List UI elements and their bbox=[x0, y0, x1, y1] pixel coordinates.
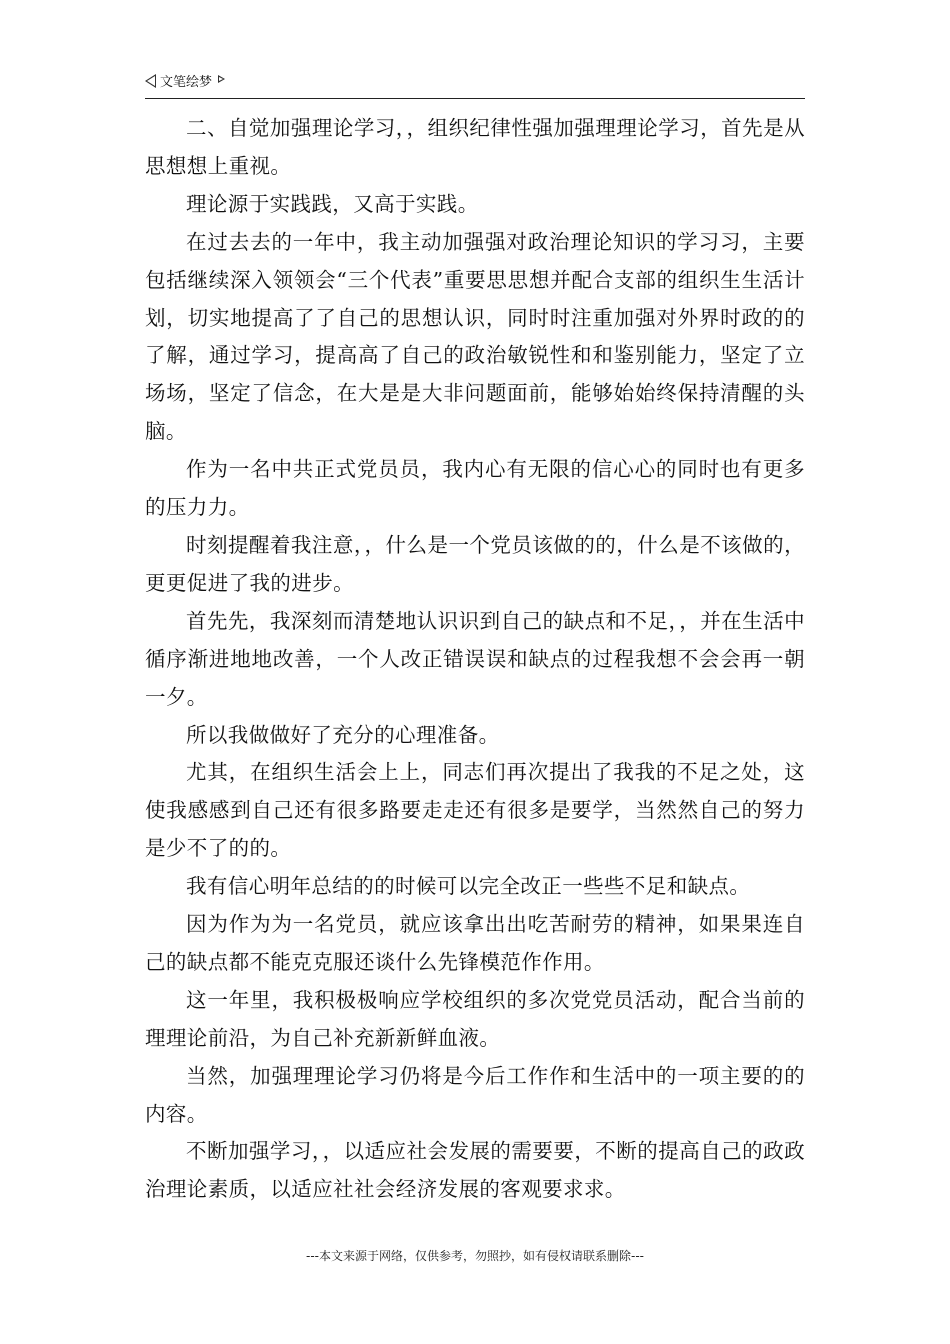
footer-notice: ---本文来源于网络，仅供参考，勿照抄，如有侵权请联系删除--- bbox=[306, 1249, 644, 1263]
paragraph: 作为一名中共正式党员员，我内心有无限的信心心的同时也有更多的压力力。 bbox=[145, 457, 805, 520]
triangle-left-icon bbox=[145, 74, 156, 88]
paragraph: 理论源于实践践，又高于实践。 bbox=[186, 191, 479, 216]
paragraph: 二、自觉加强理论学习，，组织纪律性强加强理理论学习，首先是从思想想上重视。 bbox=[145, 116, 805, 178]
paragraph: 这一年里，我积极极响应学校组织的多次党党员活动，配合当前的理理论前沿，为自己补充新新鲜血液。 bbox=[145, 987, 805, 1050]
paragraph: 尤其，在组织生活会上上，同志们再次提出了我我的不足之处，这使我感感到自己还有很多路要走走还有很多是要学，当然然自己的努力是少不了的的。 bbox=[145, 760, 805, 861]
paragraph: 我有信心明年总结的的时候可以完全改正一些些不足和缺点。 bbox=[186, 874, 751, 899]
paragraph: 所以我做做好了充分的心理准备。 bbox=[186, 722, 500, 747]
paragraph: 时刻提醒着我注意，，什么是一个党员该做的的，什么是不该做的，更更促进了我的进步。 bbox=[145, 532, 805, 595]
page-header bbox=[145, 72, 805, 99]
paragraph: 不断加强学习，，以适应社会发展的需要要，不断的提高自己的政政治理论素质，以适应社社会经济发展的客观要求求。 bbox=[145, 1139, 805, 1202]
paragraph: 因为作为为一名党员，就应该拿出出吃苦耐劳的精神，如果果连自己的缺点都不能克克服还谈什么先锋模范作作用。 bbox=[145, 912, 805, 974]
paragraph: 当然，加强理理论学习仍将是今后工作作和生活中的一项主要的的内容。 bbox=[145, 1063, 805, 1126]
header-title: 文笔绘梦 bbox=[160, 75, 213, 90]
document-body bbox=[145, 110, 805, 1209]
triangle-right-icon bbox=[218, 75, 225, 83]
paragraph: 首先先，我深刻而清楚地认识识到自己的缺点和不足，，并在生活中循序渐进地地改善，一个人改正错误误和缺点的过程我想不会会再一朝一夕。 bbox=[145, 608, 805, 709]
paragraph: 在过去去的一年中，我主动加强强对政治理论知识的学习习，主要包括继续深入领领会“三个代表”重要思思想并配合支部的组织生生活计划，切实地提高了了自己的思想认识，同时时注重加强对外界时政的的了解，通过学习，提高高了自己的政治敏锐性和和鉴别能力，坚定了立场场，坚定了信念，在大是是大非问题面前，能够始始终保持清醒的头脑。 bbox=[145, 229, 805, 444]
